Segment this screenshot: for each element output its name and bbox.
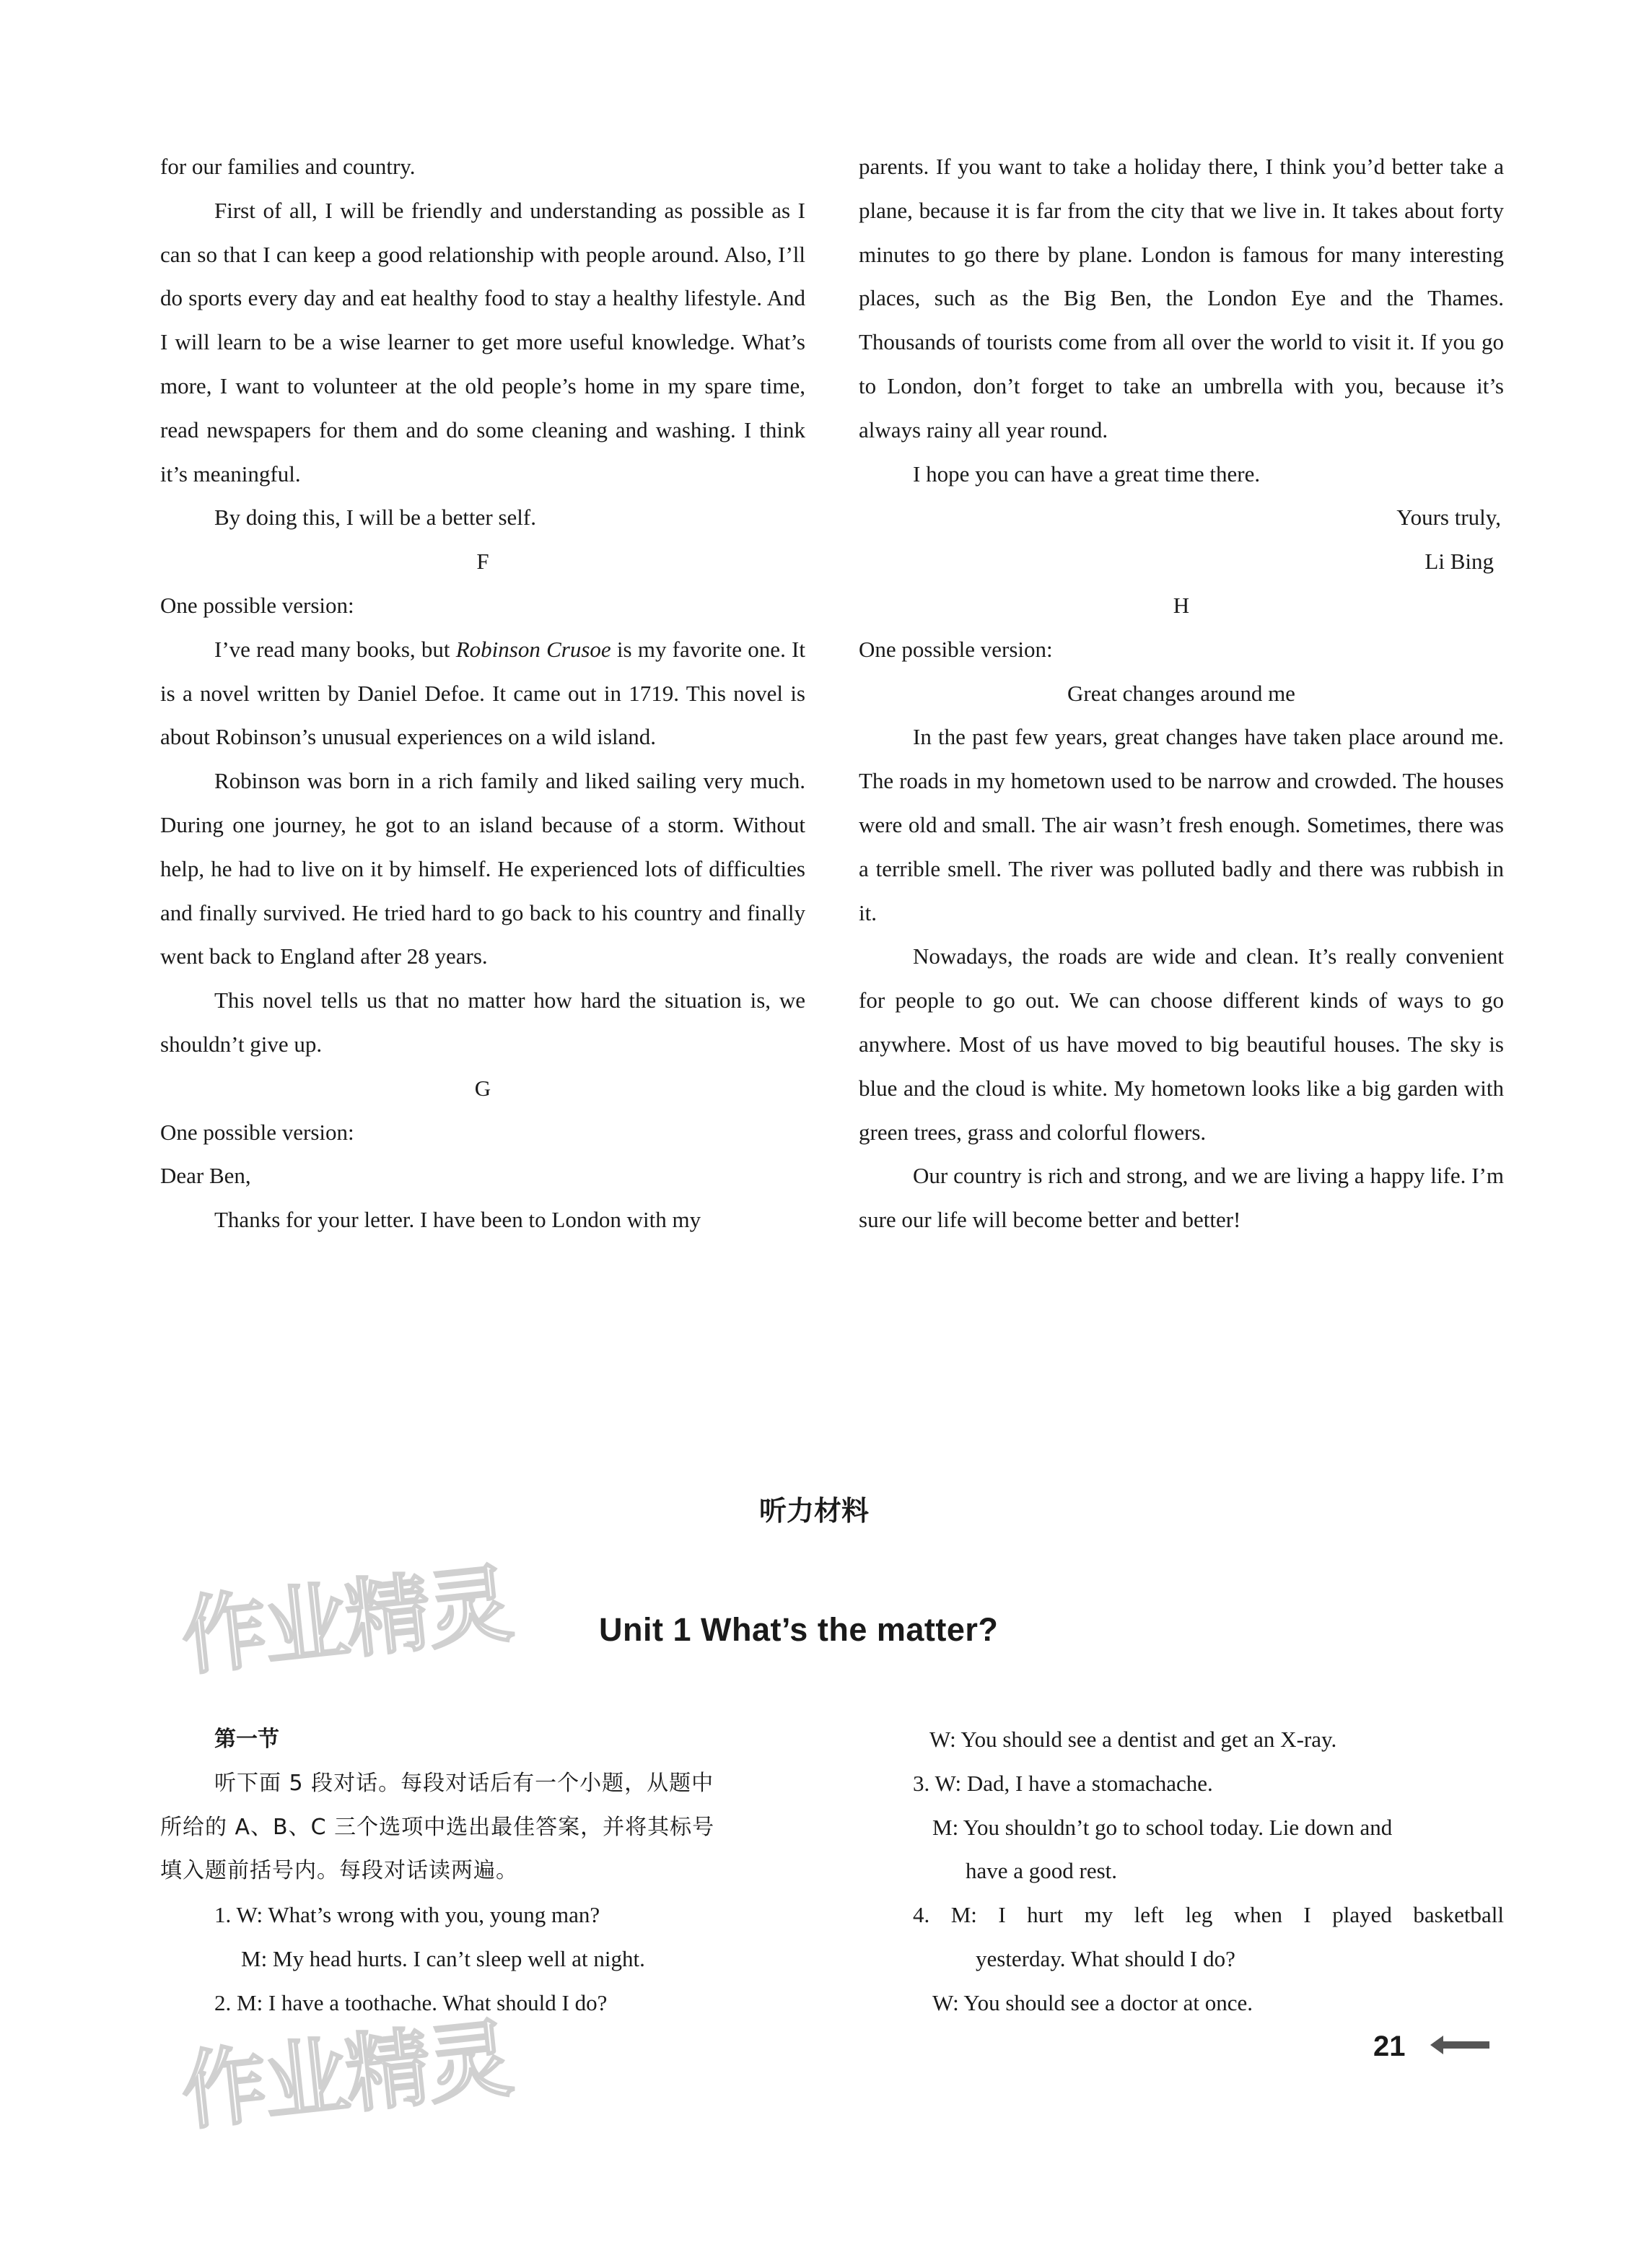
arrow-left-icon bbox=[1430, 2033, 1489, 2057]
letter-closing: Yours truly, bbox=[1396, 505, 1501, 531]
left-column bbox=[160, 145, 805, 1242]
paragraph: By doing this, I will be a better self. bbox=[214, 505, 536, 531]
paragraph bbox=[160, 628, 805, 759]
watermark-logo: 作业精灵 bbox=[177, 2008, 515, 2142]
instruction-line: 填入题前括号内。每段对话读两遍。 bbox=[160, 1858, 518, 1884]
paragraph: I hope you can have a great time there. bbox=[913, 461, 1261, 487]
section-heading-h: H bbox=[1173, 592, 1190, 618]
dialogue-line: have a good rest. bbox=[966, 1858, 1118, 1884]
possible-version-label: One possible version: bbox=[859, 636, 1053, 662]
instruction-line: 听下面 5 段对话。每段对话后有一个小题，从题中 bbox=[214, 1770, 714, 1796]
paragraph: parents. If you want to take a holiday there, I think you’d better take a plane, because it is far from the city that we live in. It takes about forty minutes to go there by plane. London is famous for many interesting places, such as the Big Ben, the London Eye and the Thames. Thousands of tourists come from all over the world to visit it. If you go to London, don’t forget to take an umbrella with you, because it’s always rainy all year round. bbox=[859, 154, 1504, 442]
dialogue-line: yesterday. What should I do? bbox=[976, 1945, 1235, 1971]
watermark-logo: 作业精灵 bbox=[177, 1553, 515, 1688]
paragraph: Nowadays, the roads are wide and clean. It’s really convenient for people to go out. We can choose different kinds of ways to go anywhere. Most of us have moved to big beautiful houses. The sky is blue and the cloud is white. My hometown looks like a big garden with green trees, grass and colorful flowers. bbox=[859, 943, 1504, 1145]
dialogue-line: 3. W: Dad, I have a stomachache. bbox=[913, 1770, 1213, 1796]
paragraph: Thanks for your letter. I have been to London with my bbox=[214, 1207, 701, 1233]
letter-signature: Li Bing bbox=[1424, 549, 1494, 575]
text-line: for our families and country. bbox=[160, 154, 416, 179]
listening-material-title: 听力材料 bbox=[758, 1495, 869, 1527]
dialogue-line: 1. W: What’s wrong with you, young man? bbox=[214, 1902, 600, 1928]
letter-greeting: Dear Ben, bbox=[160, 1163, 251, 1189]
essay-title: Great changes around me bbox=[1067, 680, 1295, 706]
section-heading-f: F bbox=[476, 549, 489, 575]
section-label: 第一节 bbox=[214, 1727, 279, 1752]
section-heading-g: G bbox=[474, 1075, 491, 1101]
paragraph: This novel tells us that no matter how hard the situation is, we shouldn’t give up. bbox=[160, 987, 805, 1057]
right-column bbox=[859, 145, 1504, 1242]
possible-version-label: One possible version: bbox=[160, 592, 354, 618]
dialogue-line: 4. M: I hurt my left leg when I played basketball bbox=[913, 1902, 1504, 1928]
dialogue-line: W: You should see a dentist and get an X-ray. bbox=[929, 1727, 1337, 1752]
paragraph: First of all, I will be friendly and understanding as possible as I can so that I can keep a good relationship with people around. Also, I’ll do sports every day and eat healthy food to stay a healthy lifestyle. And I will learn to be a wise learner to get more useful knowledge. What’s more, I want to volunteer at the old people’s home in my spare time, read newspapers for them and do some cleaning and washing. I think it’s meaningful. bbox=[160, 197, 805, 487]
unit-title: Unit 1 What’s the matter? bbox=[599, 1611, 999, 1648]
dialogue-line: M: You shouldn’t go to school today. Lie down and bbox=[932, 1814, 1393, 1840]
paragraph: Robinson was born in a rich family and liked sailing very much. During one journey, he got to an island because of a storm. Without help, he had to live on it by himself. He experienced lots of difficulties and finally survived. He tried hard to go back to his country and finally went back to England after 28 years. bbox=[160, 768, 805, 969]
paragraph: In the past few years, great changes have taken place around me. The roads in my hometown used to be narrow and crowded. The houses were old and small. The air wasn’t fresh enough. Sometimes, there was a terrible smell. The river was polluted badly and there was rubbish in it. bbox=[859, 724, 1504, 925]
paragraph: Our country is rich and strong, and we are living a happy life. I’m sure our life will become better and better! bbox=[859, 1163, 1504, 1233]
dialogue-line: W: You should see a doctor at once. bbox=[932, 1989, 1253, 2015]
page-number: 21 bbox=[1373, 2031, 1406, 2062]
listening-right-column bbox=[859, 1718, 1504, 2025]
book-title: Robinson Crusoe bbox=[455, 636, 611, 662]
instruction-line: 所给的 A、B、C 三个选项中选出最佳答案，并将其标号 bbox=[160, 1814, 715, 1840]
dialogue-line: 2. M: I have a toothache. What should I do? bbox=[214, 1989, 608, 2015]
text-run: is my favorite one. It is a novel written by Daniel Defoe. It came out in 1719. This novel is about Robinson’s unusual experiences on a wild island. bbox=[160, 636, 805, 750]
possible-version-label: One possible version: bbox=[160, 1119, 354, 1145]
listening-left-column bbox=[160, 1718, 805, 2025]
text-run: I’ve read many books, but bbox=[214, 636, 456, 662]
dialogue-line: M: My head hurts. I can’t sleep well at night. bbox=[241, 1945, 645, 1971]
